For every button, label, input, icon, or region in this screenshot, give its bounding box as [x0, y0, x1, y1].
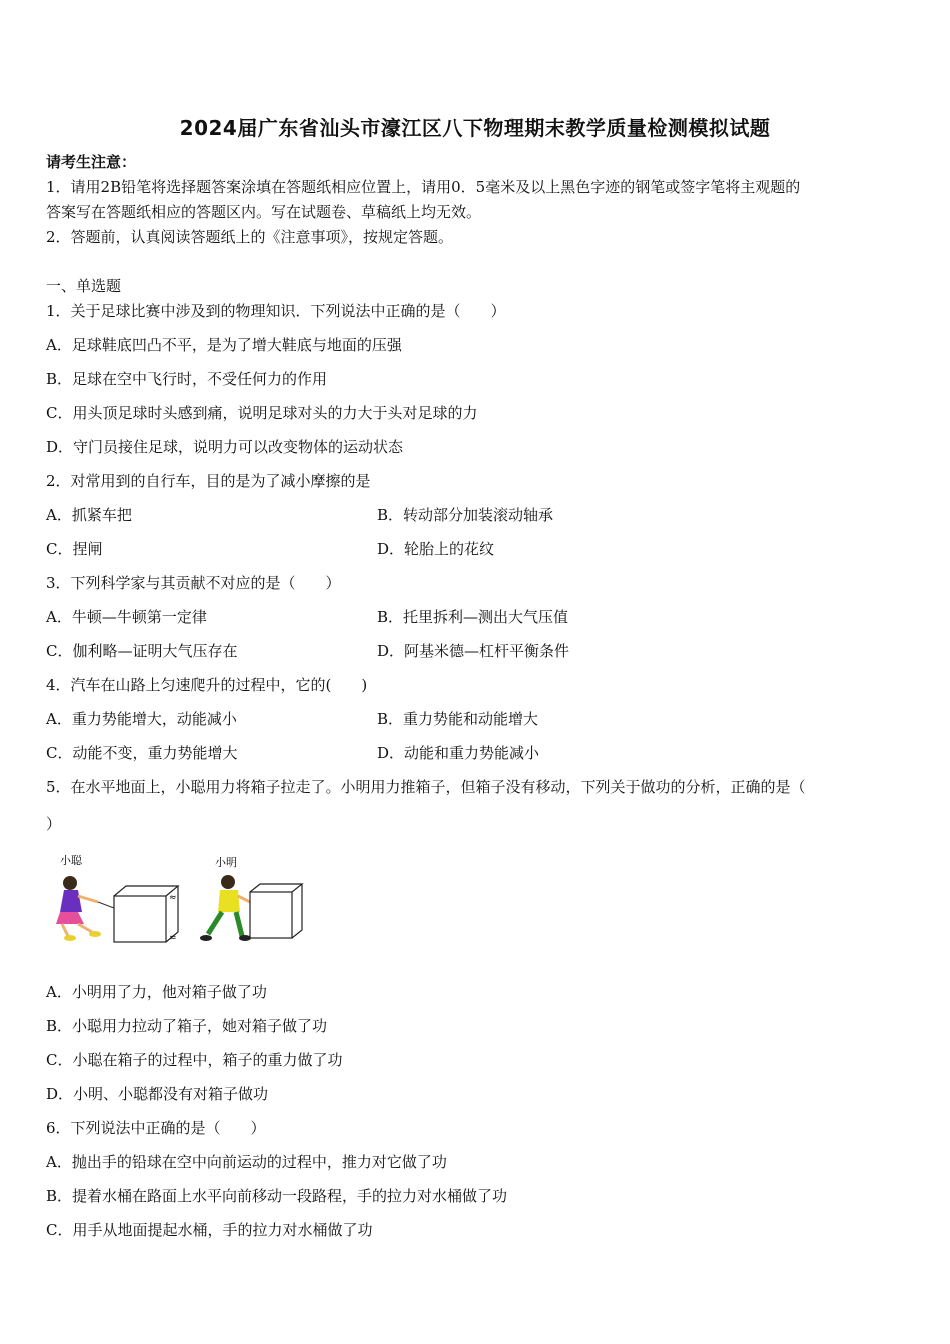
box-2 — [250, 884, 302, 938]
question-5-option-b: B．小聪用力拉动了箱子，她对箱子做了功 — [46, 1017, 328, 1035]
girl-pulling-figure — [56, 876, 101, 941]
figure-label-xiaocong: 小聪 — [60, 854, 82, 867]
question-5-stem-line-1: 5．在水平地面上，小聪用力将箱子拉走了。小明用力推箱子，但箱子没有移动，下列关于做功的分析，正确的是（ — [46, 778, 806, 796]
boy-pushing-figure — [200, 875, 251, 941]
question-6-option-b: B．提着水桶在路面上水平向前移动一段路程，手的拉力对水桶做了功 — [46, 1187, 508, 1205]
question-5-option-d: D．小明、小聪都没有对箱子做功 — [46, 1085, 269, 1103]
question-1-option-c: C．用头顶足球时头感到痛，说明足球对头的力大于头对足球的力 — [46, 404, 478, 422]
question-4-option-a: A．重力势能增大，动能减小 — [46, 710, 237, 728]
ground-mark-icon: = — [169, 933, 177, 943]
question-5-figure — [48, 850, 308, 948]
question-4-option-d: D．动能和重力势能减小 — [377, 744, 540, 762]
question-4-option-c: C．动能不变，重力势能增大 — [46, 744, 238, 762]
question-6-option-a: A．抛出手的铅球在空中向前运动的过程中，推力对它做了功 — [46, 1153, 447, 1171]
question-3-option-b: B．托里拆利—测出大气压值 — [377, 608, 569, 626]
question-2-option-c: C．捏闸 — [46, 540, 103, 558]
question-2-option-b: B．转动部分加装滚动轴承 — [377, 506, 554, 524]
figure-label-xiaoming: 小明 — [215, 856, 237, 869]
question-4-option-b: B．重力势能和动能增大 — [377, 710, 539, 728]
question-1-option-a: A．足球鞋底凹凸不平，是为了增大鞋底与地面的压强 — [46, 336, 402, 354]
question-6-option-c: C．用手从地面提起水桶，手的拉力对水桶做了功 — [46, 1221, 373, 1239]
rope — [98, 902, 114, 908]
question-3-option-c: C．伽利略—证明大气压存在 — [46, 642, 238, 660]
question-3-stem: 3．下列科学家与其贡献不对应的是（ ） — [46, 574, 341, 592]
section-heading: 一、单选题 — [46, 277, 122, 295]
motion-mark-icon: ≈ — [169, 893, 177, 903]
notice-item-1-line-1: 1．请用2B铅笔将选择题答案涂填在答题纸相应位置上，请用0．5毫米及以上黑色字迹的钢笔或签字笔将主观题的 — [46, 178, 801, 196]
notice-item-2: 2．答题前，认真阅读答题纸上的《注意事项》，按规定答题。 — [46, 228, 454, 246]
question-1-option-b: B．足球在空中飞行时，不受任何力的作用 — [46, 370, 328, 388]
question-6-stem: 6．下列说法中正确的是（ ） — [46, 1119, 266, 1137]
question-1-stem: 1．关于足球比赛中涉及到的物理知识．下列说法中正确的是（ ） — [46, 302, 506, 320]
question-2-stem: 2．对常用到的自行车，目的是为了减小摩擦的是 — [46, 472, 371, 490]
question-1-option-d: D．守门员接住足球，说明力可以改变物体的运动状态 — [46, 438, 404, 456]
question-5-stem-line-2: ） — [46, 815, 62, 833]
question-2-option-d: D．轮胎上的花纹 — [377, 540, 495, 558]
page-title: 2024届广东省汕头市濠江区八下物理期末教学质量检测模拟试题 — [179, 116, 771, 140]
question-2-option-a: A．抓紧车把 — [46, 506, 132, 524]
question-5-option-c: C．小聪在箱子的过程中，箱子的重力做了功 — [46, 1051, 343, 1069]
notice-heading: 请考生注意： — [46, 153, 137, 171]
question-3-option-a: A．牛顿—牛顿第一定律 — [46, 608, 207, 626]
question-4-stem: 4．汽车在山路上匀速爬升的过程中，它的( ) — [46, 676, 368, 694]
question-5-option-a: A．小明用了力，他对箱子做了功 — [46, 983, 267, 1001]
notice-item-1-line-2: 答案写在答题纸相应的答题区内。写在试题卷、草稿纸上均无效。 — [46, 203, 482, 221]
question-3-option-d: D．阿基米德—杠杆平衡条件 — [377, 642, 570, 660]
